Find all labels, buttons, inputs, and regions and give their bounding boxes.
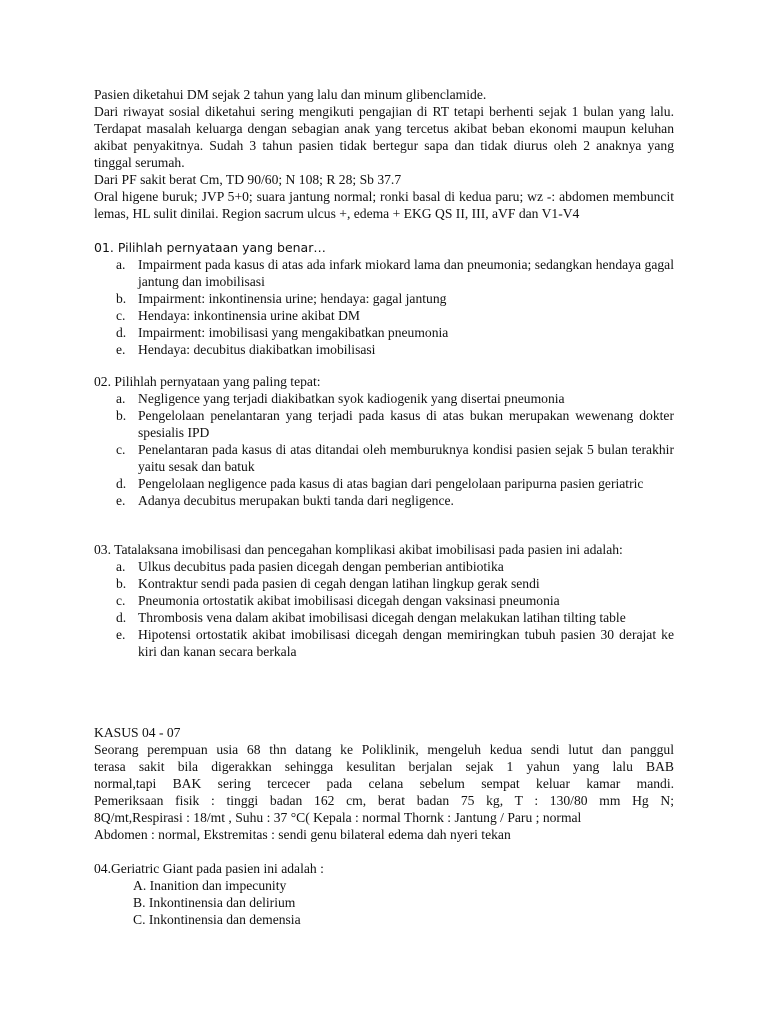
- option-item: [94, 341, 674, 358]
- option-marker: d.: [116, 325, 127, 340]
- option-text: Hendaya: decubitus diakibatkan imobilisasi: [138, 342, 376, 357]
- intro-paragraph-4: Oral higene buruk; JVP 5+0; suara jantung normal; ronki basal di kedua paru; wz -: abdomen membuncit lemas, HL sulit dinilai. Region sacrum ulcus +, edema + EKG QS II, III, aVF dan V1-V4: [94, 189, 674, 221]
- option-text: Impairment: inkontinensia urine; hendaya: gagal jantung: [138, 291, 447, 306]
- option-text: Negligence yang terjadi diakibatkan syok kadiogenik yang disertai pneumonia: [138, 391, 565, 406]
- option-item: [94, 492, 674, 509]
- question-02-options: [94, 390, 674, 509]
- option-item: B. Inkontinensia dan delirium: [133, 895, 296, 910]
- option-text: Adanya decubitus merupakan bukti tanda dari negligence.: [138, 493, 454, 508]
- case-04-07: [94, 724, 674, 843]
- question-02: [94, 373, 674, 509]
- intro-paragraph-1: Pasien diketahui DM sejak 2 tahun yang lalu dan minum glibenclamide.: [94, 87, 487, 102]
- option-marker: c.: [116, 593, 126, 608]
- option-marker: c.: [116, 308, 126, 323]
- option-item: [94, 324, 674, 341]
- case-line: terasa sakit bila digerakkan sehingga kesulitan berjalan sejak 1 yahun yang lalu BAB: [94, 759, 674, 774]
- case-line: 8Q/mt,Respirasi : 18/mt , Suhu : 37 °C( Kepala : normal Thornk : Jantung / Paru ; normal: [94, 810, 582, 825]
- option-item: [94, 592, 674, 609]
- intro-paragraph-2: Dari riwayat sosial diketahui sering mengikuti pengajian di RT tetapi berhenti sejak 1 bulan yang lalu. Terdapat masalah keluarga dengan sebagian anak yang tercetus akibat beban ekonomi maupun keluhan akibat penyakitnya. Sudah 3 tahun pasien tidak bertegur sapa dan tidak diurus oleh 2 anaknya yang tinggal serumah.: [94, 104, 674, 170]
- option-marker: e.: [116, 342, 126, 357]
- question-03-options: [94, 558, 674, 660]
- case-line: Pemeriksaan fisik : tinggi badan 162 cm, berat badan 75 kg, T : 130/80 mm Hg N;: [94, 793, 674, 808]
- option-item: [94, 575, 674, 592]
- case-title: KASUS 04 - 07: [94, 725, 181, 740]
- question-03: [94, 541, 674, 660]
- question-01: [94, 239, 674, 358]
- option-item: [94, 609, 674, 626]
- case-line: Seorang perempuan usia 68 thn datang ke Poliklinik, mengeluh kedua sendi lutut dan panggul: [94, 742, 674, 757]
- option-text: Pengelolaan negligence pada kasus di atas bagian dari pengelolaan paripurna pasien geriatric: [138, 476, 644, 491]
- question-01-title: 01. Pilihlah pernyataan yang benar…: [94, 240, 326, 255]
- option-item: [94, 290, 674, 307]
- case-line: Abdomen : normal, Ekstremitas : sendi genu bilateral edema dah nyeri tekan: [94, 827, 511, 842]
- option-item: [94, 558, 674, 575]
- option-item: [94, 256, 674, 290]
- option-text: Ulkus decubitus pada pasien dicegah dengan pemberian antibiotika: [138, 559, 504, 574]
- option-marker: a.: [116, 257, 126, 272]
- option-text: Pneumonia ortostatik akibat imobilisasi dicegah dengan vaksinasi pneumonia: [138, 593, 560, 608]
- option-text: Pengelolaan penelantaran yang terjadi pada kasus di atas bukan merupakan wewenang dokter spesialis IPD: [138, 408, 674, 440]
- option-item: A. Inanition dan impecunity: [133, 878, 287, 893]
- option-marker: c.: [116, 442, 126, 457]
- option-item: C. Inkontinensia dan demensia: [133, 912, 301, 927]
- question-04: [94, 860, 674, 928]
- option-text: Impairment pada kasus di atas ada infark miokard lama dan pneumonia; sedangkan hendaya gagal jantung dan imobilisasi: [138, 257, 674, 289]
- option-item: [94, 475, 674, 492]
- option-text: Thrombosis vena dalam akibat imobilisasi dicegah dengan melakukan latihan tilting table: [138, 610, 626, 625]
- option-text: Hipotensi ortostatik akibat imobilisasi dicegah dengan memiringkan tubuh pasien 30 derajat ke kiri dan kanan secara berkala: [138, 627, 674, 659]
- option-item: [94, 390, 674, 407]
- intro-paragraph-3: Dari PF sakit berat Cm, TD 90/60; N 108; R 28; Sb 37.7: [94, 172, 402, 187]
- option-text: Kontraktur sendi pada pasien di cegah dengan latihan lingkup gerak sendi: [138, 576, 540, 591]
- option-marker: b.: [116, 408, 127, 423]
- option-item: [94, 441, 674, 475]
- option-text: Penelantaran pada kasus di atas ditandai oleh memburuknya kondisi pasien sejak 5 bulan terakhir yaitu sesak dan batuk: [138, 442, 674, 474]
- option-text: Impairment: imobilisasi yang mengakibatkan pneumonia: [138, 325, 449, 340]
- question-02-title: 02. Pilihlah pernyataan yang paling tepat:: [94, 374, 321, 389]
- option-item: [94, 307, 674, 324]
- case-intro: [94, 86, 674, 222]
- option-item: [94, 626, 674, 660]
- option-marker: a.: [116, 391, 126, 406]
- option-marker: a.: [116, 559, 126, 574]
- option-text: Hendaya: inkontinensia urine akibat DM: [138, 308, 360, 323]
- question-01-options: [94, 256, 674, 358]
- option-marker: e.: [116, 627, 126, 642]
- question-04-title: 04.Geriatric Giant pada pasien ini adalah :: [94, 861, 324, 876]
- option-marker: b.: [116, 576, 127, 591]
- case-line: normal,tapi BAK sering tercecer pada celana sebelum sempat keluar kamar mandi.: [94, 776, 674, 791]
- option-marker: e.: [116, 493, 126, 508]
- option-marker: d.: [116, 610, 127, 625]
- option-item: [94, 407, 674, 441]
- question-04-options: [94, 877, 674, 928]
- option-marker: d.: [116, 476, 127, 491]
- option-marker: b.: [116, 291, 127, 306]
- question-03-title: 03. Tatalaksana imobilisasi dan pencegahan komplikasi akibat imobilisasi pada pasien ini adalah:: [94, 542, 623, 557]
